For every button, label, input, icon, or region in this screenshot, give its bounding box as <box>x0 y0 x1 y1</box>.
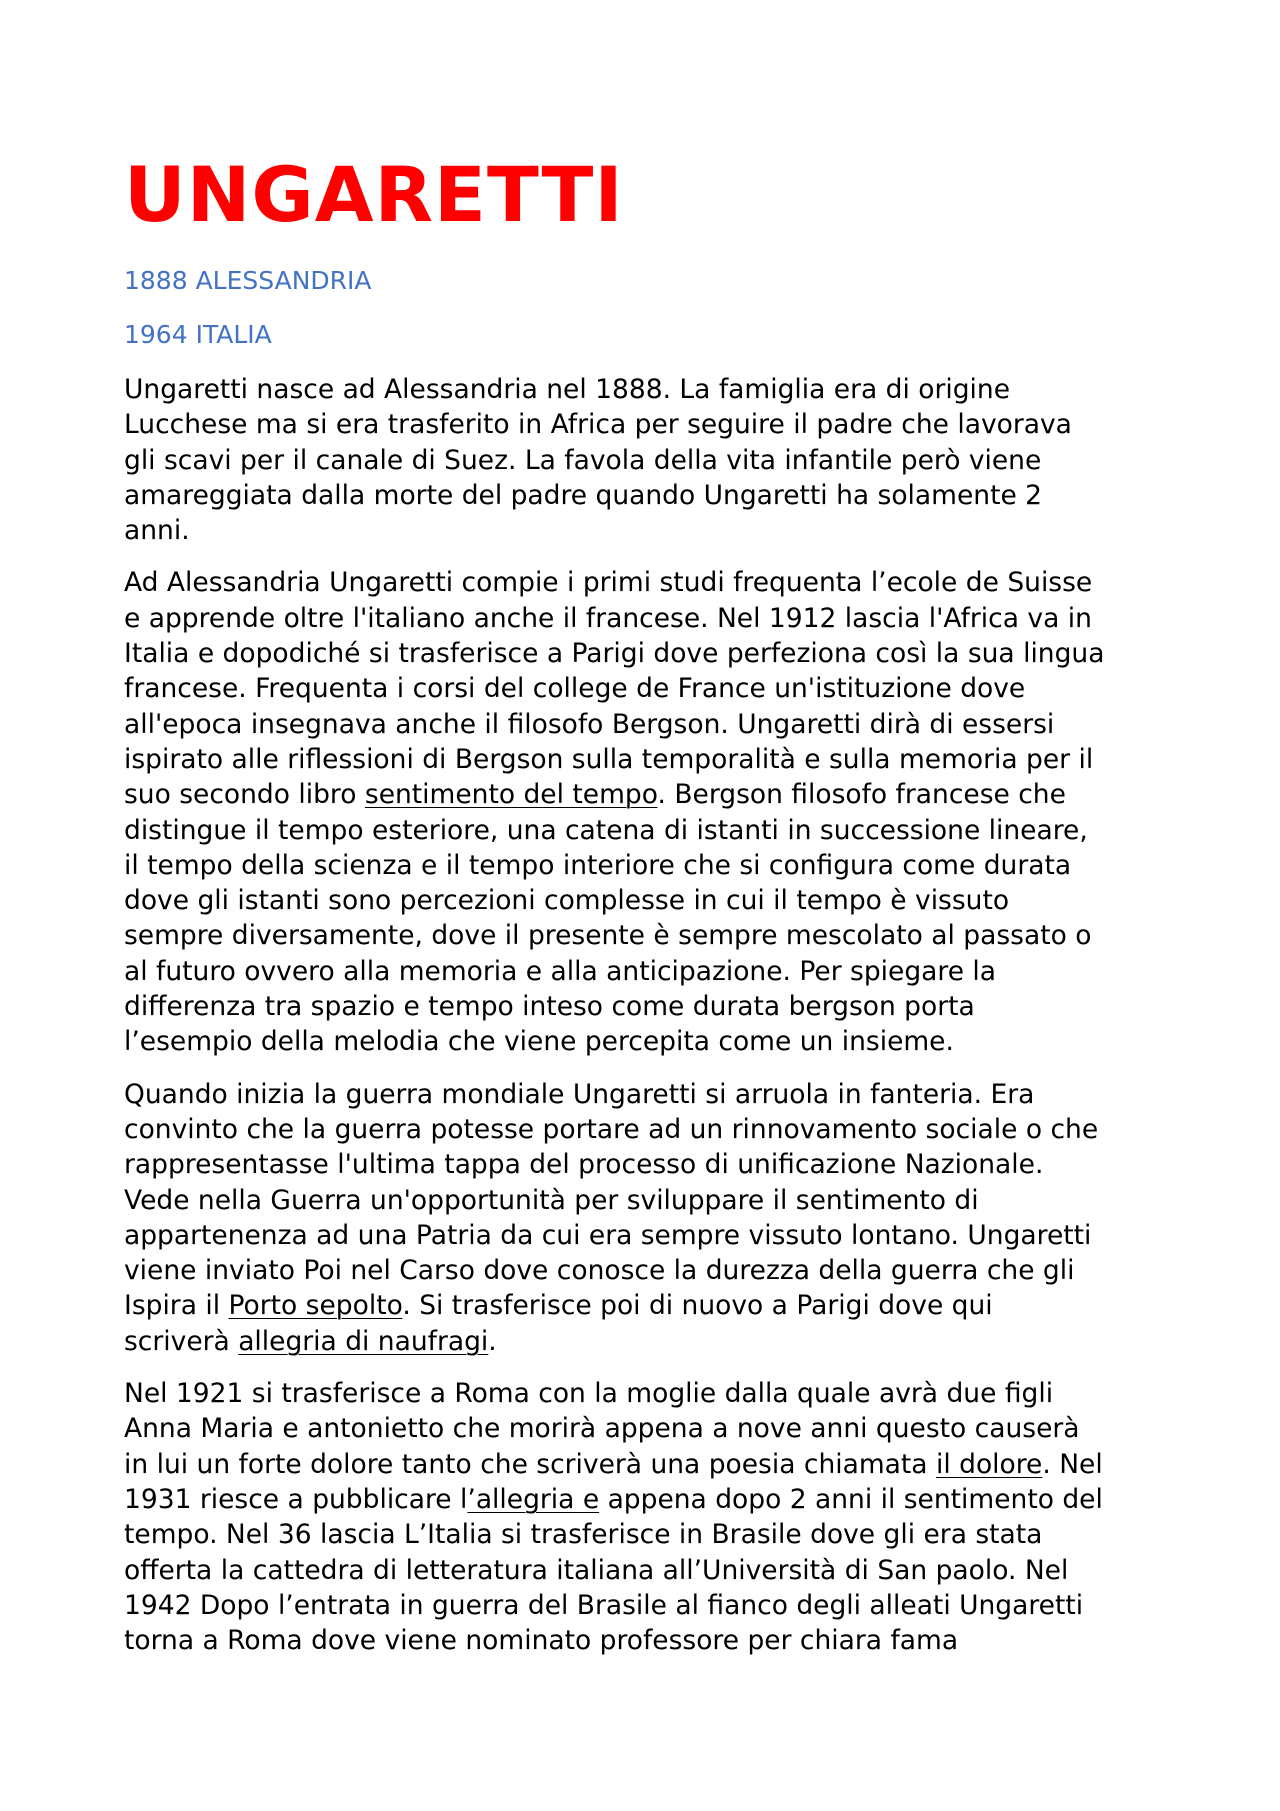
text-line: Italia e dopodiché si trasferisce a Parigi dove perfeziona così la sua lingua <box>124 638 1105 670</box>
text-line: l’esempio della melodia che viene percepita come un insieme. <box>124 1026 954 1058</box>
page-title: UNGARETTI <box>124 150 624 239</box>
text-line: differenza tra spazio e tempo inteso come durata bergson porta <box>124 991 975 1023</box>
text-line: francese. Frequenta i corsi del college de France un'istituzione dove <box>124 673 1026 705</box>
text-line: Quando inizia la guerra mondiale Ungaretti si arruola in fanteria. Era <box>124 1078 1035 1110</box>
text-line: gli scavi per il canale di Suez. La favola della vita infantile però viene <box>124 444 1042 476</box>
text-line: sempre diversamente, dove il presente è sempre mescolato al passato o <box>124 920 1092 952</box>
text-line: Nel 1921 si trasferisce a Roma con la moglie dalla quale avrà due figli <box>124 1378 1054 1410</box>
text-line: Anna Maria e antonietto che morirà appena a nove anni questo causerà <box>124 1413 1080 1445</box>
text-segment: appena dopo 2 anni il sentimento del <box>599 1483 1103 1515</box>
book-title-allegria-di-naufragi: allegria di naufragi <box>238 1325 489 1357</box>
text-line: all'epoca insegnava anche il filosofo Bergson. Ungaretti dirà di essersi <box>124 708 1055 740</box>
text-line: Ad Alessandria Ungaretti compie i primi studi frequenta l’ecole de Suisse <box>124 567 1093 599</box>
text-line: viene inviato Poi nel Carso dove conosce la durezza della guerra che gli <box>124 1255 1075 1287</box>
text-line <box>124 1324 1174 1359</box>
text-line: Lucchese ma si era trasferito in Africa per seguire il padre che lavorava <box>124 409 1072 441</box>
body-text <box>124 372 1174 1675</box>
text-line: offerta la cattedra di letteratura italiana all’Università di San paolo. Nel <box>124 1554 1069 1586</box>
text-line: Vede nella Guerra un'opportunità per sviluppare il sentimento di <box>124 1184 979 1216</box>
text-line: rappresentasse l'ultima tappa del processo di unificazione Nazionale. <box>124 1149 1044 1181</box>
paragraph-1 <box>124 372 1174 548</box>
paragraph-4 <box>124 1376 1174 1658</box>
text-line <box>124 1482 1174 1517</box>
text-line: anni. <box>124 515 190 547</box>
text-segment: Ispira il <box>124 1290 229 1322</box>
text-segment: suo secondo libro <box>124 779 365 811</box>
book-title-porto-sepolto: Porto sepolto <box>228 1290 403 1322</box>
dates-block <box>124 266 372 374</box>
text-line: appartenenza ad una Patria da cui era sempre vissuto lontano. Ungaretti <box>124 1219 1092 1251</box>
poem-title-il-dolore: il dolore <box>935 1448 1043 1480</box>
text-line: convinto che la guerra potesse portare ad un rinnovamento sociale o che <box>124 1113 1099 1145</box>
text-segment: . Si trasferisce poi di nuovo a Parigi dove qui <box>402 1290 993 1322</box>
text-line: tempo. Nel 36 lascia L’Italia si trasferisce in Brasile dove gli era stata <box>124 1519 1043 1551</box>
birth-date: 1888 ALESSANDRIA <box>124 266 372 295</box>
text-segment: . Nel <box>1042 1448 1103 1480</box>
text-segment: . <box>488 1325 497 1357</box>
text-line: il tempo della scienza e il tempo interiore che si configura come durata <box>124 849 1072 881</box>
text-segment: . Bergson filosofo francese che <box>657 779 1066 811</box>
book-title-sentimento-del-tempo: sentimento del tempo <box>364 779 658 811</box>
text-segment: in lui un forte dolore tanto che scriverà una poesia chiamata <box>124 1448 936 1480</box>
paragraph-2 <box>124 565 1174 1059</box>
text-line: al futuro ovvero alla memoria e alla anticipazione. Per spiegare la <box>124 955 997 987</box>
death-date: 1964 ITALIA <box>124 320 272 349</box>
text-segment: 1931 riesce a pubblicare l <box>124 1483 468 1515</box>
text-line <box>124 1447 1174 1482</box>
paragraph-3 <box>124 1077 1174 1359</box>
text-line: dove gli istanti sono percezioni complesse in cui il tempo è vissuto <box>124 885 1010 917</box>
text-line: ispirato alle riflessioni di Bergson sulla temporalità e sulla memoria per il <box>124 743 1094 775</box>
text-line: Ungaretti nasce ad Alessandria nel 1888. La famiglia era di origine <box>124 374 1011 405</box>
book-title-allegria: ’allegria e <box>467 1483 600 1515</box>
text-line: distingue il tempo esteriore, una catena di istanti in successione lineare, <box>124 814 1088 846</box>
text-segment: scriverà <box>124 1325 239 1357</box>
text-line: amareggiata dalla morte del padre quando Ungaretti ha solamente 2 <box>124 479 1043 511</box>
text-line: 1942 Dopo l’entrata in guerra del Brasile al fianco degli alleati Ungaretti <box>124 1589 1084 1621</box>
text-line <box>124 1288 1174 1323</box>
text-line: e apprende oltre l'italiano anche il francese. Nel 1912 lascia l'Africa va in <box>124 602 1092 634</box>
text-line: torna a Roma dove viene nominato professore per chiara fama <box>124 1625 959 1657</box>
text-line <box>124 777 1174 812</box>
